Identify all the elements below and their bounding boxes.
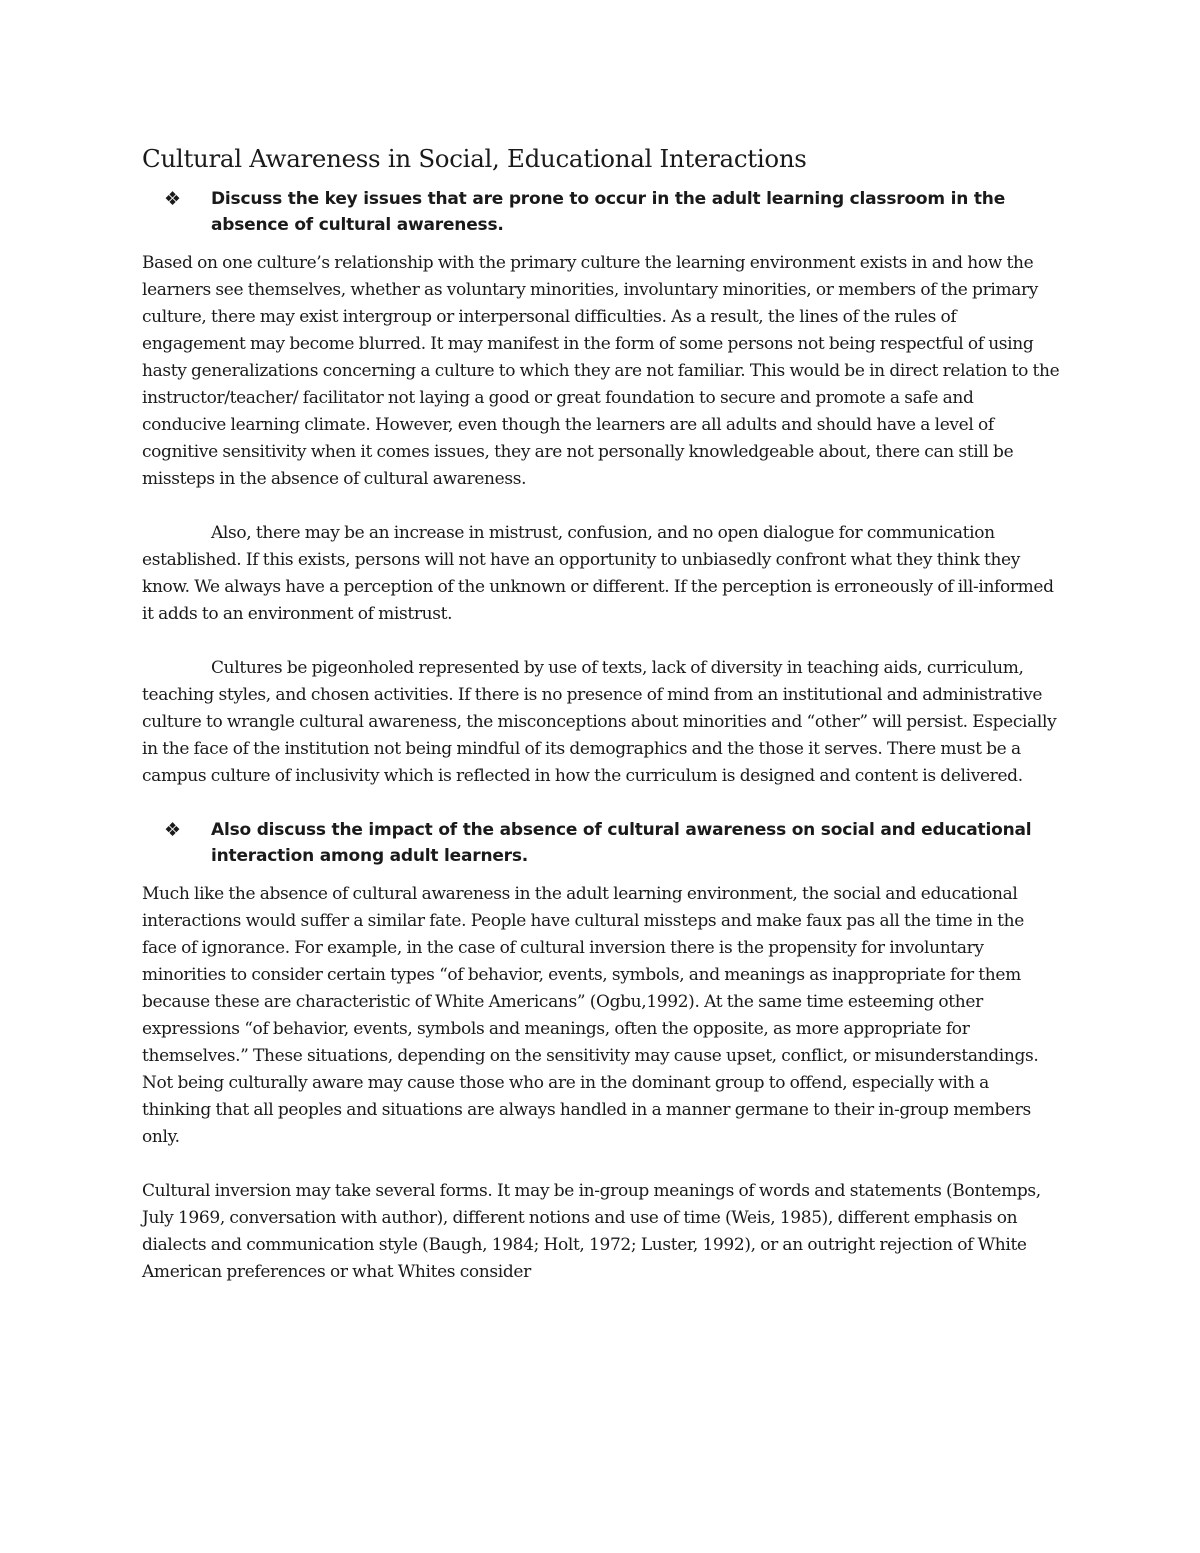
document-page xyxy=(142,142,1060,1313)
body-paragraph: Cultural inversion may take several forms. It may be in-group meanings of words and statements (Bontemps, July 1969, conversation with author), different notions and use of time (Weis, 1985), different emphasis on dialects and communication style (Baugh, 1984; Holt, 1972; Luster, 1992), or an outright rejection of White American preferences or what Whites consider xyxy=(142,1181,1041,1282)
diamond-bullet-icon: ❖ xyxy=(164,819,181,841)
body-paragraph: Much like the absence of cultural awareness in the adult learning environment, the social and educational interactions would suffer a similar fate. People have cultural missteps and make faux pas all the time in the face of ignorance. For example, in the case of cultural inversion there is the propensity for involuntary minorities to consider certain types “of behavior, events, symbols, and meanings as inappropriate for them because these are characteristic of White Americans” (Ogbu,1992). At the same time esteeming other expressions “of behavior, events, symbols and meanings, often the opposite, as more appropriate for themselves.” These situations, depending on the sensitivity may cause upset, conflict, or misunderstandings. Not being culturally aware may cause those who are in the dominant group to offend, especially with a thinking that all peoples and situations are always handled in a manner germane to their in-group members only. xyxy=(142,884,1039,1147)
diamond-bullet-icon: ❖ xyxy=(164,188,181,210)
question-text: Discuss the key issues that are prone to occur in the adult learning classroom in the absence of cultural awareness. xyxy=(211,189,1006,235)
question-heading xyxy=(142,186,1060,238)
question-heading xyxy=(142,817,1060,869)
question-text: Also discuss the impact of the absence of cultural awareness on social and educational interaction among adult learners. xyxy=(211,820,1032,866)
body-paragraph: Cultures be pigeonholed represented by use of texts, lack of diversity in teaching aids, curriculum, teaching styles, and chosen activities. If there is no presence of mind from an institutional and administrative culture to wrangle cultural awareness, the misconceptions about minorities and “other” will persist. Especially in the face of the institution not being mindful of its demographics and the those it serves. There must be a campus culture of inclusivity which is reflected in how the curriculum is designed and content is delivered. xyxy=(142,658,1057,786)
body-paragraph: Also, there may be an increase in mistrust, confusion, and no open dialogue for communication established. If this exists, persons will not have an opportunity to unbiasedly confront what they think they know. We always have a perception of the unknown or different. If the perception is erroneously of ill-informed it adds to an environment of mistrust. xyxy=(142,523,1054,624)
body-paragraph: Based on one culture’s relationship with the primary culture the learning environment exists in and how the learners see themselves, whether as voluntary minorities, involuntary minorities, or members of the primary culture, there may exist intergroup or interpersonal difficulties. As a result, the lines of the rules of engagement may become blurred. It may manifest in the form of some persons not being respectful of using hasty generalizations concerning a culture to which they are not familiar. This would be in direct relation to the instructor/teacher/ facilitator not laying a good or great foundation to secure and promote a safe and conducive learning climate. However, even though the learners are all adults and should have a level of cognitive sensitivity when it comes issues, they are not personally knowledgeable about, there can still be missteps in the absence of cultural awareness. xyxy=(142,253,1060,489)
page-title: Cultural Awareness in Social, Educational Interactions xyxy=(142,144,807,173)
